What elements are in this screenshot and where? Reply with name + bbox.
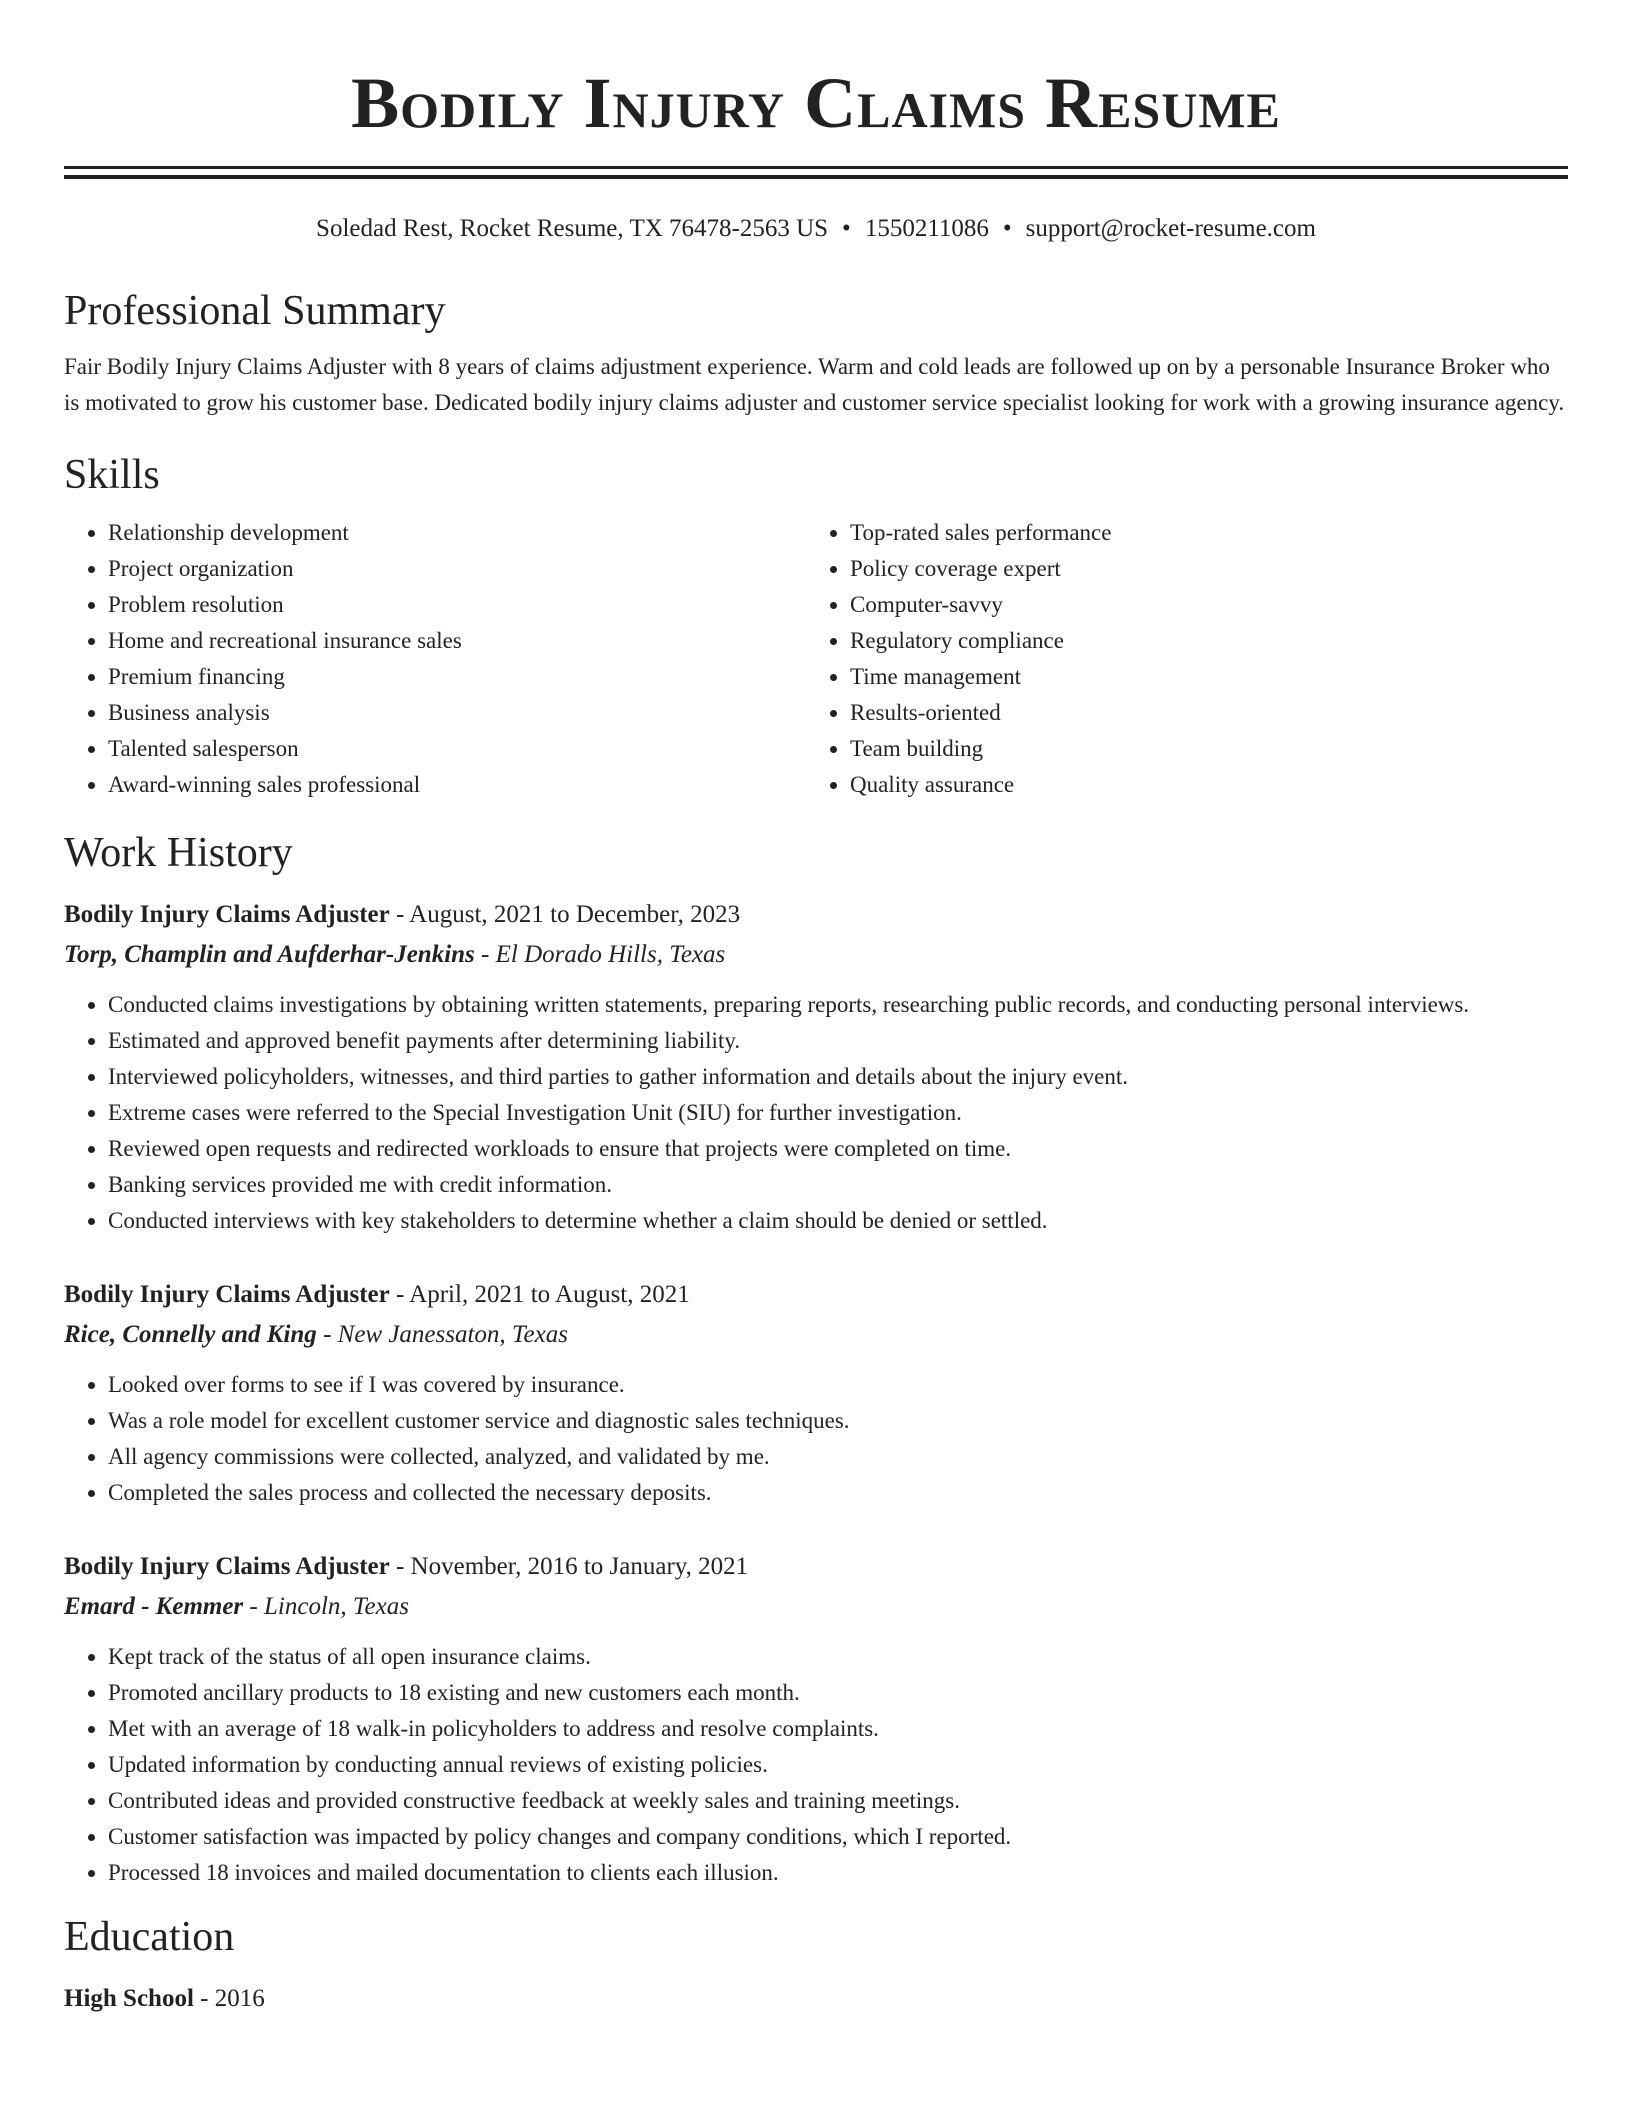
skill-item: • Regulatory compliance: [850, 623, 1548, 659]
job-title-line: [64, 1275, 1568, 1315]
job-duty: • All agency commissions were collected, analyzed, and validated by me.: [108, 1439, 1568, 1475]
job-entry: [64, 895, 1568, 1239]
skills-grid: [64, 515, 1568, 803]
job-duty: • Extreme cases were referred to the Special Investigation Unit (SIU) for further investigation.: [108, 1095, 1568, 1131]
job-duty: • Completed the sales process and collected the necessary deposits.: [108, 1475, 1568, 1511]
skill-item: • Policy coverage expert: [850, 551, 1548, 587]
job-company-line: [64, 1315, 1568, 1355]
job-duties-list: [64, 1639, 1568, 1891]
job-entry: [64, 1275, 1568, 1511]
job-company: Torp, Champlin and Aufderhar-Jenkins: [64, 941, 475, 968]
title-divider-top: [64, 166, 1568, 169]
job-role: Bodily Injury Claims Adjuster: [64, 901, 390, 928]
job-duties-list: [64, 987, 1568, 1239]
resume-page: [64, 0, 1568, 2019]
job-duty: • Contributed ideas and provided constructive feedback at weekly sales and training meetings.: [108, 1783, 1568, 1819]
skills-list-right: [806, 515, 1548, 803]
job-title-line: [64, 1547, 1568, 1587]
job-company: Rice, Connelly and King: [64, 1321, 317, 1348]
job-company: Emard - Kemmer: [64, 1593, 244, 1620]
contact-phone: 1550211086: [864, 215, 989, 242]
skill-item: • Team building: [850, 731, 1548, 767]
job-location: - El Dorado Hills, Texas: [474, 941, 726, 968]
skill-item: • Business analysis: [108, 695, 806, 731]
skill-item: • Project organization: [108, 551, 806, 587]
education-entry: [64, 1979, 1568, 2019]
job-dates: - August, 2021 to December, 2023: [389, 901, 741, 928]
job-duty: • Kept track of the status of all open insurance claims.: [108, 1639, 1568, 1675]
skills-heading: Skills: [64, 452, 160, 498]
contact-line: [64, 213, 1568, 245]
contact-separator: •: [842, 215, 851, 242]
job-location: - Lincoln, Texas: [243, 1593, 409, 1620]
job-dates: - April, 2021 to August, 2021: [389, 1281, 690, 1308]
education-heading: Education: [64, 1914, 235, 1960]
job-duty: • Was a role model for excellent customer service and diagnostic sales techniques.: [108, 1403, 1568, 1439]
skill-item: • Time management: [850, 659, 1548, 695]
resume-title: Bodily Injury Claims Resume: [351, 63, 1281, 143]
job-duties-list: [64, 1367, 1568, 1511]
job-location: - New Janessaton, Texas: [316, 1321, 568, 1348]
skill-item: • Home and recreational insurance sales: [108, 623, 806, 659]
job-dates: - November, 2016 to January, 2021: [389, 1553, 749, 1580]
job-duty: • Looked over forms to see if I was covered by insurance.: [108, 1367, 1568, 1403]
skill-item: • Computer-savvy: [850, 587, 1548, 623]
job-duty: • Estimated and approved benefit payments after determining liability.: [108, 1023, 1568, 1059]
job-role: Bodily Injury Claims Adjuster: [64, 1553, 390, 1580]
job-duty: • Reviewed open requests and redirected workloads to ensure that projects were completed on time.: [108, 1131, 1568, 1167]
skill-item: • Top-rated sales performance: [850, 515, 1548, 551]
job-company-line: [64, 935, 1568, 975]
job-company-line: [64, 1587, 1568, 1627]
contact-separator: •: [1002, 215, 1012, 242]
skill-item: • Premium financing: [108, 659, 806, 695]
skills-list-left: [64, 515, 806, 803]
title-divider-bottom: [64, 175, 1568, 179]
summary-heading: Professional Summary: [64, 288, 446, 334]
skill-item: • Results-oriented: [850, 695, 1548, 731]
skill-item: • Problem resolution: [108, 587, 806, 623]
job-duty: • Customer satisfaction was impacted by policy changes and company conditions, which I reported.: [108, 1819, 1568, 1855]
job-duty: • Banking services provided me with credit information.: [108, 1167, 1568, 1203]
job-duty: • Updated information by conducting annual reviews of existing policies.: [108, 1747, 1568, 1783]
job-duty: • Met with an average of 18 walk-in policyholders to address and resolve complaints.: [108, 1711, 1568, 1747]
education-year: - 2016: [193, 1985, 265, 2012]
job-role: Bodily Injury Claims Adjuster: [64, 1281, 390, 1308]
skill-item: • Quality assurance: [850, 767, 1548, 803]
job-duty: • Promoted ancillary products to 18 existing and new customers each month.: [108, 1675, 1568, 1711]
summary-text: Fair Bodily Injury Claims Adjuster with 8 years of claims adjustment experience. Warm and cold leads are followed up on by a personable Insurance Broker who is motivated to grow his customer base. Dedicated bodily injury claims adjuster and customer service specialist looking for work with a growing insurance agency.: [64, 354, 1565, 415]
job-duty: • Conducted claims investigations by obtaining written statements, preparing reports, researching public records, and conducting personal interviews.: [108, 987, 1568, 1023]
job-duty: • Conducted interviews with key stakeholders to determine whether a claim should be denied or settled.: [108, 1203, 1568, 1239]
skill-item: • Talented salesperson: [108, 731, 806, 767]
skill-item: • Relationship development: [108, 515, 806, 551]
work-history-heading: Work History: [64, 830, 293, 876]
contact-address: Soledad Rest, Rocket Resume, TX 76478-2563 US: [316, 215, 829, 242]
job-duty: • Processed 18 invoices and mailed documentation to clients each illusion.: [108, 1855, 1568, 1891]
job-duty: • Interviewed policyholders, witnesses, and third parties to gather information and details about the injury event.: [108, 1059, 1568, 1095]
education-degree: High School: [64, 1985, 194, 2012]
skill-item: • Award-winning sales professional: [108, 767, 806, 803]
contact-email: support@rocket-resume.com: [1025, 215, 1316, 242]
job-title-line: [64, 895, 1568, 935]
job-entry: [64, 1547, 1568, 1891]
